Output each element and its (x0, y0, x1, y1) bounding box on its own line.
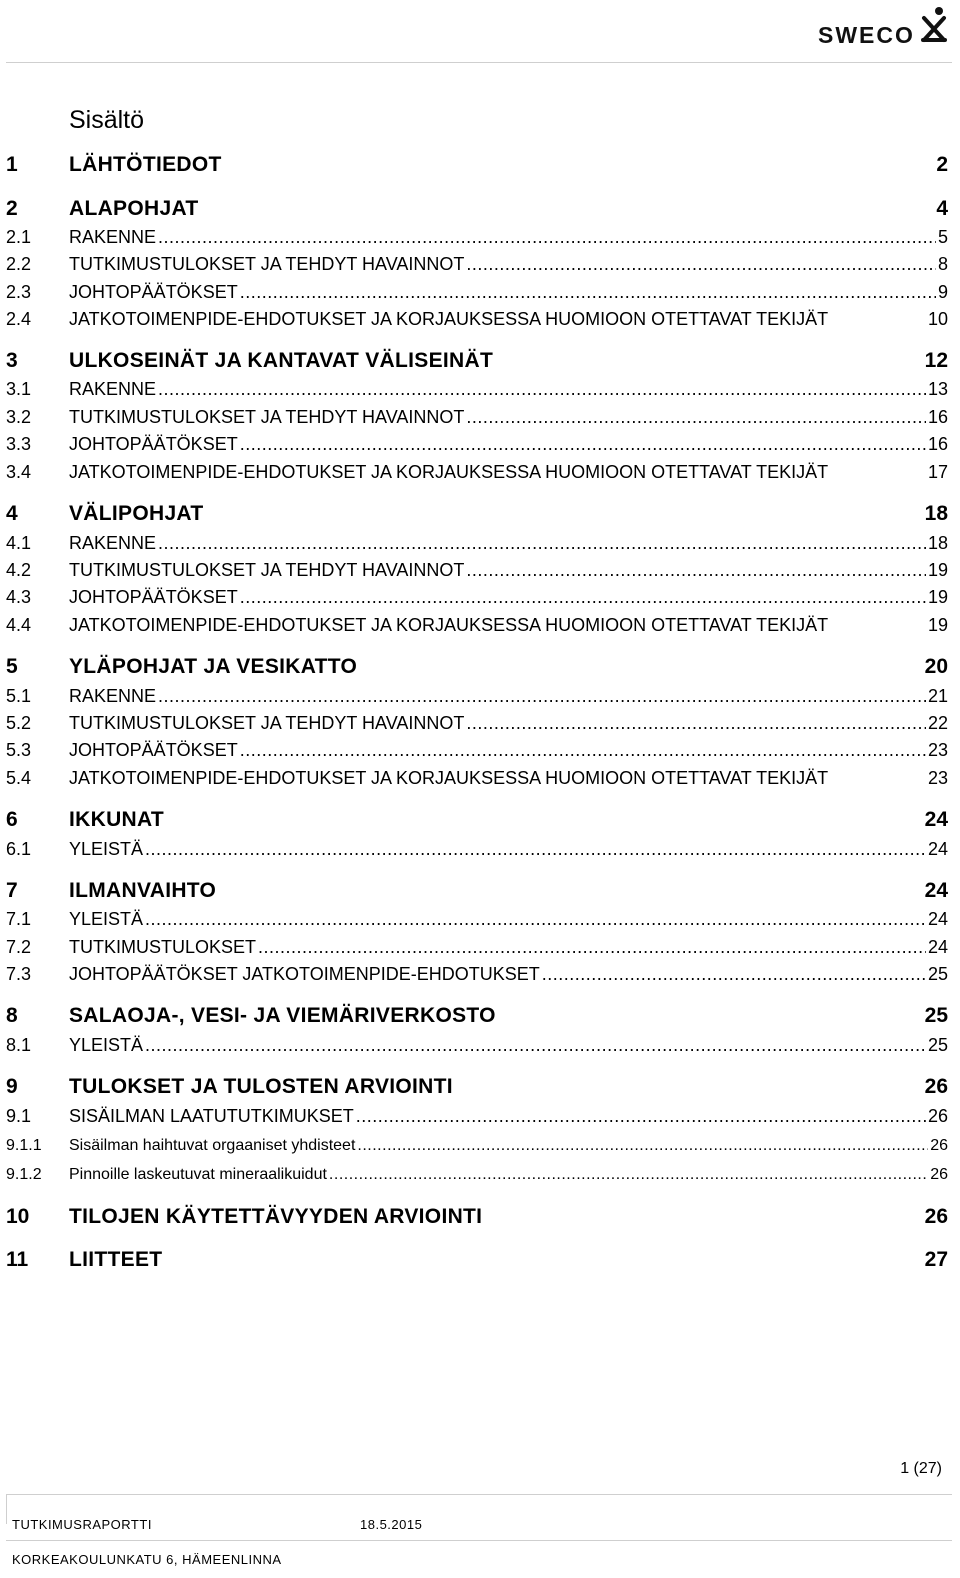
toc-leader (145, 1032, 926, 1058)
toc-entry-number: 7 (6, 879, 18, 902)
toc-entry-page: 20 (924, 655, 948, 678)
toc-entry-title: RAKENNE (69, 533, 157, 553)
toc-entry-title: Sisäilman haihtuvat orgaaniset yhdisteet (69, 1137, 356, 1154)
toc-entry[interactable] (6, 557, 948, 583)
toc-entry[interactable] (6, 459, 948, 485)
toc-entry-number: 1 (6, 153, 18, 176)
footer-divider (6, 1494, 952, 1495)
toc-leader (240, 279, 936, 305)
logo-text: SWECO (818, 22, 915, 48)
toc-entry-page: 2 (936, 153, 948, 176)
toc-entry-number: 8.1 (6, 1035, 32, 1055)
toc-entry-title: YLEISTÄ (69, 1035, 144, 1055)
toc-entry-page: 24 (924, 879, 948, 902)
toc-entry[interactable] (6, 1032, 948, 1058)
toc-entry-page: 21 (927, 686, 948, 706)
toc-entry[interactable] (6, 346, 948, 376)
toc-entry[interactable] (6, 224, 948, 250)
toc-heading: Sisältö (69, 106, 145, 134)
toc-entry-number: 6.1 (6, 839, 32, 859)
toc-entry-number: 3.1 (6, 379, 32, 399)
toc-entry-title: JOHTOPÄÄTÖKSET (69, 434, 238, 454)
toc-entry-title: JATKOTOIMENPIDE-EHDOTUKSET JA KORJAUKSESSA HUOMIOON OTETTAVAT TEKIJÄT (69, 309, 829, 329)
toc-entry-number: 4.3 (6, 587, 32, 607)
toc-entry-page: 18 (924, 502, 948, 525)
footer-report-type: TUTKIMUSRAPORTTI (12, 1517, 152, 1532)
toc-entry-title: RAKENNE (69, 227, 157, 247)
toc-entry[interactable] (6, 710, 948, 736)
toc-entry[interactable] (6, 1134, 948, 1158)
toc-entry[interactable] (6, 934, 948, 960)
toc-leader (329, 1163, 928, 1187)
toc-leader (466, 404, 926, 430)
toc-entry[interactable] (6, 1245, 948, 1275)
page-number: 1 (27) (900, 1460, 942, 1477)
toc-entry-number: 2 (6, 197, 18, 220)
toc-entry-title: IKKUNAT (69, 808, 165, 831)
toc-entry-title: TUTKIMUSTULOKSET JA TEHDYT HAVAINNOT (69, 560, 465, 580)
toc-entry-title: JOHTOPÄÄTÖKSET (69, 282, 238, 302)
toc-entry[interactable] (6, 1103, 948, 1129)
footer-divider-vertical (6, 1494, 7, 1524)
toc-entry-number: 4 (6, 502, 18, 525)
toc-entry-title: RAKENNE (69, 686, 157, 706)
toc-entry-number: 7.3 (6, 964, 32, 984)
toc-entry-number: 3 (6, 349, 18, 372)
toc-entry-title: JOHTOPÄÄTÖKSET JATKOTOIMENPIDE-EHDOTUKSET (69, 964, 540, 984)
toc-entry[interactable] (6, 836, 948, 862)
toc-entry-page: 26 (930, 1137, 948, 1154)
toc-entry-title: VÄLIPOHJAT (69, 502, 204, 525)
toc-entry-title: YLEISTÄ (69, 839, 144, 859)
toc-entry[interactable] (6, 431, 948, 457)
toc-entry[interactable] (6, 906, 948, 932)
toc-leader (258, 934, 926, 960)
toc-entry-page: 23 (927, 740, 948, 760)
toc-entry-number: 3.4 (6, 462, 32, 482)
toc-entry[interactable] (6, 1072, 948, 1102)
toc-entry-number: 10 (6, 1205, 30, 1228)
toc-entry-number: 2.2 (6, 254, 32, 274)
toc-entry-page: 26 (924, 1075, 948, 1098)
toc-entry-page: 24 (924, 808, 948, 831)
toc-leader (466, 557, 926, 583)
toc-entry[interactable] (6, 765, 948, 791)
toc-entry-title: JOHTOPÄÄTÖKSET (69, 587, 238, 607)
toc-entry-page: 19 (927, 560, 948, 580)
toc-entry-number: 9.1.1 (6, 1137, 42, 1154)
toc-entry[interactable] (6, 584, 948, 610)
toc-entry-title: ILMANVAIHTO (69, 879, 217, 902)
footer-address: KORKEAKOULUNKATU 6, HÄMEENLINNA (12, 1552, 282, 1567)
toc-entry[interactable] (6, 404, 948, 430)
toc-entry-page: 24 (927, 909, 948, 929)
toc-entry-page: 12 (924, 349, 948, 372)
toc-entry-number: 3.2 (6, 407, 32, 427)
toc-entry-number: 9.1.2 (6, 1166, 42, 1183)
toc-entry-number: 8 (6, 1004, 18, 1027)
toc-entry-page: 8 (937, 254, 948, 274)
toc-entry-title: TUTKIMUSTULOKSET JA TEHDYT HAVAINNOT (69, 713, 465, 733)
toc-entry[interactable] (6, 150, 948, 180)
toc-entry-title: JATKOTOIMENPIDE-EHDOTUKSET JA KORJAUKSESSA HUOMIOON OTETTAVAT TEKIJÄT (69, 768, 829, 788)
toc-entry[interactable] (6, 306, 948, 332)
toc-entry-title: TILOJEN KÄYTETTÄVYYDEN ARVIOINTI (69, 1205, 483, 1228)
toc-leader (158, 224, 936, 250)
toc-leader (466, 710, 926, 736)
toc-entry-number: 2.1 (6, 227, 32, 247)
toc-entry-page: 26 (930, 1166, 948, 1183)
toc-entry[interactable] (6, 652, 948, 682)
toc-entry-number: 4.1 (6, 533, 32, 553)
toc-entry-page: 19 (927, 587, 948, 607)
toc-entry-page: 26 (924, 1205, 948, 1228)
toc-entry-page: 16 (927, 434, 948, 454)
toc-leader (466, 251, 936, 277)
toc-entry-page: 25 (927, 964, 948, 984)
toc-entry[interactable] (6, 805, 948, 835)
toc-leader (542, 961, 926, 987)
toc-entry-title: RAKENNE (69, 379, 157, 399)
toc-entry-page: 25 (924, 1004, 948, 1027)
toc-leader (357, 1134, 928, 1158)
toc-entry-number: 4.4 (6, 615, 32, 635)
toc-entry[interactable] (6, 279, 948, 305)
toc-entry-title: JOHTOPÄÄTÖKSET (69, 740, 238, 760)
toc-leader (145, 906, 926, 932)
toc-entry-page: 5 (937, 227, 948, 247)
toc-entry-page: 27 (924, 1248, 948, 1271)
toc-entry[interactable] (6, 1163, 948, 1187)
toc-entry-page: 9 (937, 282, 948, 302)
toc-entry-title: ULKOSEINÄT JA KANTAVAT VÄLISEINÄT (69, 349, 494, 372)
toc-entry-number: 4.2 (6, 560, 32, 580)
toc-entry-page: 16 (927, 407, 948, 427)
toc-entry-number: 9.1 (6, 1106, 32, 1126)
toc-leader (145, 836, 926, 862)
toc-entry-title: JATKOTOIMENPIDE-EHDOTUKSET JA KORJAUKSESSA HUOMIOON OTETTAVAT TEKIJÄT (69, 462, 829, 482)
toc-entry[interactable] (6, 194, 948, 224)
toc-entry[interactable] (6, 961, 948, 987)
toc-entry-page: 24 (927, 839, 948, 859)
toc-leader (240, 584, 926, 610)
toc-entry-title: LIITTEET (69, 1248, 163, 1271)
toc-entry-page: 26 (927, 1106, 948, 1126)
toc-entry-number: 2.3 (6, 282, 32, 302)
toc-entry-page: 13 (927, 379, 948, 399)
toc-entry-number: 3.3 (6, 434, 32, 454)
toc-entry[interactable] (6, 499, 948, 529)
toc-entry-title: Pinnoille laskeutuvat mineraalikuidut (69, 1166, 327, 1183)
toc-entry-number: 5.2 (6, 713, 32, 733)
toc-entry-title: TUTKIMUSTULOKSET (69, 937, 257, 957)
toc-entry-number: 7.2 (6, 937, 32, 957)
toc-leader (240, 431, 926, 457)
toc-entry-number: 5.1 (6, 686, 32, 706)
toc-entry-title: ALAPOHJAT (69, 197, 199, 220)
toc-entry-title: LÄHTÖTIEDOT (69, 153, 222, 176)
toc-entry[interactable] (6, 1202, 948, 1232)
toc-entry-page: 18 (927, 533, 948, 553)
toc-entry-number: 11 (6, 1248, 29, 1271)
toc-entry[interactable] (6, 530, 948, 556)
toc-entry-title: SALAOJA-, VESI- JA VIEMÄRIVERKOSTO (69, 1004, 496, 1027)
toc-entry-page: 22 (927, 713, 948, 733)
toc-entry-number: 7.1 (6, 909, 32, 929)
toc-entry-title: TUTKIMUSTULOKSET JA TEHDYT HAVAINNOT (69, 407, 465, 427)
toc-entry-number: 5.3 (6, 740, 32, 760)
toc-entry-page: 10 (927, 309, 948, 329)
toc-leader (158, 530, 926, 556)
toc-entry-title: TULOKSET JA TULOSTEN ARVIOINTI (69, 1075, 453, 1098)
toc-entry[interactable] (6, 683, 948, 709)
toc-entry-title: TUTKIMUSTULOKSET JA TEHDYT HAVAINNOT (69, 254, 465, 274)
toc-entry-title: YLÄPOHJAT JA VESIKATTO (69, 655, 358, 678)
toc-entry[interactable] (6, 251, 948, 277)
toc-entry-page: 4 (936, 197, 948, 220)
toc-leader (356, 1103, 926, 1129)
toc-entry[interactable] (6, 1001, 948, 1031)
toc-leader (158, 683, 926, 709)
toc-entry-page: 25 (927, 1035, 948, 1055)
toc-entry-page: 17 (927, 462, 948, 482)
toc-leader (240, 737, 926, 763)
toc-entry-page: 24 (927, 937, 948, 957)
toc-entry[interactable] (6, 876, 948, 906)
toc-entry-number: 5.4 (6, 768, 32, 788)
toc-entry-title: YLEISTÄ (69, 909, 144, 929)
toc-entry-title: SISÄILMAN LAATUTUTKIMUKSET (69, 1106, 354, 1126)
toc-entry-title: JATKOTOIMENPIDE-EHDOTUKSET JA KORJAUKSESSA HUOMIOON OTETTAVAT TEKIJÄT (69, 615, 829, 635)
toc-entry-number: 9 (6, 1075, 18, 1098)
toc-leader (158, 376, 926, 402)
toc-entry-page: 19 (927, 615, 948, 635)
toc-entry[interactable] (6, 612, 948, 638)
toc-entry-number: 5 (6, 655, 18, 678)
toc-entry-number: 2.4 (6, 309, 32, 329)
toc-entry-page: 23 (927, 768, 948, 788)
toc-entry-number: 6 (6, 808, 18, 831)
toc-entry[interactable] (6, 376, 948, 402)
footer-divider-bottom (6, 1540, 952, 1541)
toc-entry[interactable] (6, 737, 948, 763)
footer-date: 18.5.2015 (360, 1517, 423, 1532)
